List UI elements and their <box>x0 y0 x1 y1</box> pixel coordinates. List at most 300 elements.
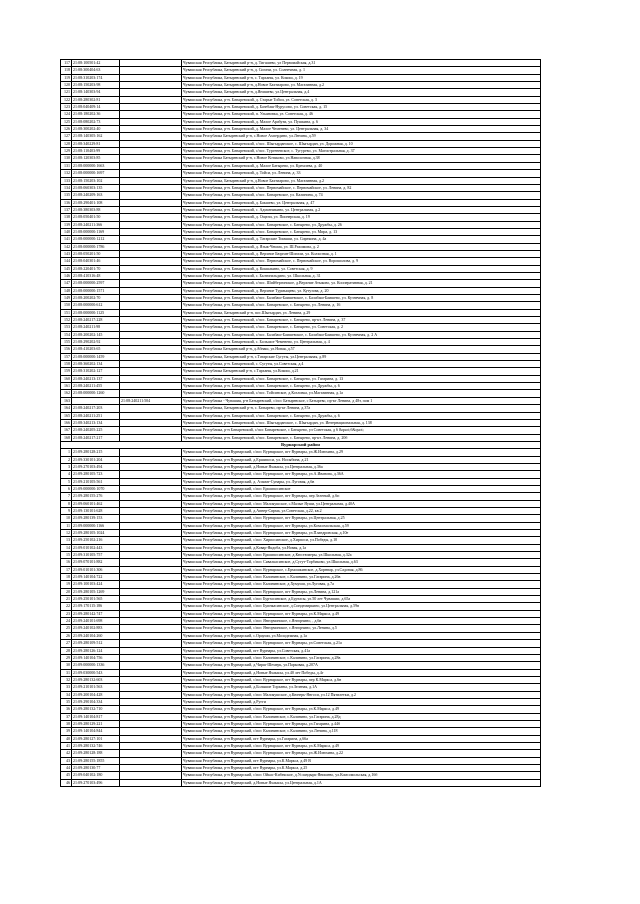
cadastral-number: 21:09:210101:563 <box>72 684 120 691</box>
address-cell: Чувашская Республика, р-н Вурнарский, д.Чирш-Шемерь, ул.Парковая, д.207А <box>182 662 541 669</box>
address-cell: Чувашская Республика, р-н. Батыревский, с/пос. Балабаш-Баишевское, с. Балабаш-Баишево, ул. Кузнечная, д. 8 <box>182 295 541 302</box>
row-number: 16 <box>61 559 72 566</box>
cadastral-number-alt <box>120 155 182 162</box>
cadastral-number-alt <box>120 765 182 772</box>
cadastral-number: 21:08:240211:251 <box>72 412 120 419</box>
cadastral-number: 21:08:100501:42 <box>72 60 120 67</box>
row-number: 160 <box>61 375 72 382</box>
row-number: 17 <box>61 566 72 573</box>
property-table <box>60 59 541 787</box>
row-number: 44 <box>61 765 72 772</box>
row-number: 148 <box>61 287 72 294</box>
address-cell: Чувашская Республика, р-н. Батыревский, с/пос. Шийбергинское, д.Верхние Атыково, ул. Кооперативная, д. 21 <box>182 280 541 287</box>
table-row <box>61 654 541 661</box>
address-cell: Чувашская Республика Батыревский р-н, д.Абнаш, ул.Новая, д.57 <box>182 346 541 353</box>
address-cell: Чувашская Республика, р-н Вурнарский, с/пос Вурнарское, пгт Вурнары, ул.А.Иванова, д.36А <box>182 471 541 478</box>
table-row <box>61 118 541 125</box>
cadastral-number-alt <box>120 133 182 140</box>
table-row <box>61 684 541 691</box>
cadastral-number: 21:09:000000:1070 <box>72 485 120 492</box>
row-number: 27 <box>61 640 72 647</box>
address-cell: Чувашская Республика, р-н. Батыревский, с/пос. Батыревское, с. Батырево, ул. Дружбы, д. 26 <box>182 221 541 228</box>
cadastral-number-alt <box>120 302 182 309</box>
row-number: 28 <box>61 647 72 654</box>
row-number: 154 <box>61 331 72 338</box>
cadastral-number: 21:08:000000:1169 <box>72 228 120 235</box>
row-number: 167 <box>61 427 72 434</box>
address-cell: Чувашская Республика, р-н. Батыревский, п. Ульяновка, ул. Советская, д. 46 <box>182 111 541 118</box>
row-number: 31 <box>61 669 72 676</box>
table-row <box>61 236 541 243</box>
cadastral-number: 21:09:280155:1855 <box>72 757 120 764</box>
cadastral-number: 21:09:280105:723 <box>72 471 120 478</box>
table-row <box>61 647 541 654</box>
row-number: 26 <box>61 632 72 639</box>
table-row <box>61 324 541 331</box>
cadastral-number-alt <box>120 339 182 346</box>
cadastral-number: 21:08:060303:135 <box>72 184 120 191</box>
table-row <box>61 618 541 625</box>
table-row <box>61 375 541 382</box>
address-cell: Чувашская Республика, р-н Вурнарский, с/пос Вурнарское, пгт Вурнары, ул.Ж.Илюхина, д.22 <box>182 750 541 757</box>
row-number: 45 <box>61 772 72 779</box>
cadastral-number: 21:08:040409:14 <box>72 104 120 111</box>
address-cell: Чувашская Республика, р-н Вурнарский, с/пос Вурнарское, пгт Вурнары, ул.Ленина, д.121а <box>182 588 541 595</box>
row-number: 32 <box>61 676 72 683</box>
cadastral-number: 21:08:280302:81 <box>72 96 120 103</box>
cadastral-number-alt <box>120 60 182 67</box>
cadastral-number: 21:08:240217:228 <box>72 317 120 324</box>
cadastral-number-alt <box>120 463 182 470</box>
address-cell: Чувашская Республика, р-н Вурнарский, д.Новые Яхакасы, ул.40 лет Победы, д.4г <box>182 669 541 676</box>
cadastral-number: 21:09:310105:757 <box>72 552 120 559</box>
table-row <box>61 750 541 757</box>
cadastral-number-alt <box>120 214 182 221</box>
table-row <box>61 691 541 698</box>
cadastral-number-alt <box>120 236 182 243</box>
cadastral-number: 21:09:270103:496 <box>72 779 120 786</box>
cadastral-number: 21:08:080202:73 <box>72 118 120 125</box>
cadastral-number: 21:09:280139:153 <box>72 515 120 522</box>
cadastral-number: 21:08:290202:92 <box>72 339 120 346</box>
row-number: 40 <box>61 735 72 742</box>
table-row <box>61 361 541 368</box>
cadastral-number-alt <box>120 405 182 412</box>
cadastral-number-alt <box>120 265 182 272</box>
address-cell: Чувашская Республика, Батыревский р-н, с.Татарские Сугуты, ул.Центральная, д.89 <box>182 353 541 360</box>
cadastral-number-alt <box>120 96 182 103</box>
table-row <box>61 170 541 177</box>
row-number: 39 <box>61 728 72 735</box>
row-number: 155 <box>61 339 72 346</box>
row-number: 133 <box>61 177 72 184</box>
cadastral-number: 21:08:240211:455 <box>72 383 120 390</box>
table-row <box>61 603 541 610</box>
row-number: 25 <box>61 625 72 632</box>
cadastral-number-alt <box>120 757 182 764</box>
cadastral-number-alt <box>120 662 182 669</box>
row-number: 13 <box>61 537 72 544</box>
cadastral-number: 21:09:240102:883 <box>72 625 120 632</box>
cadastral-number-alt <box>120 272 182 279</box>
address-cell: Чувашская Республика, р-н Вурнарский, с/пос Малояушское, с.Малые Яуши, ул.Центральная, д.40А <box>182 500 541 507</box>
address-cell: Чувашская Республика, р-н. Батыревский, с. Большое Чеменево, ул. Центральная, д. 4 <box>182 339 541 346</box>
row-number: 38 <box>61 720 72 727</box>
cadastral-number-alt: 21:08:240211:504 <box>120 397 182 404</box>
address-cell: Чувашская Республика, р-н Вурнарский, пгт Вурнары, ул.Советская, д.41а <box>182 647 541 654</box>
cadastral-number: 21:09:280127:101 <box>72 735 120 742</box>
cadastral-number: 21:09:290104:334 <box>72 698 120 705</box>
cadastral-number-alt <box>120 383 182 390</box>
address-cell: Чувашская Республика, р-н Вурнарский, с/пос Вурнарское, пгт Вурнары, пер Зеленый, д.6п <box>182 493 541 500</box>
row-number: 37 <box>61 713 72 720</box>
cadastral-number: 21:08:410203:65 <box>72 346 120 353</box>
address-cell: Чувашская Республика, Батыревский р-н, пос.Шыгырдан, ул. Ленина, д.29 <box>182 309 541 316</box>
table-row <box>61 199 541 206</box>
cadastral-number-alt <box>120 456 182 463</box>
cadastral-number-alt <box>120 507 182 514</box>
cadastral-number-alt <box>120 324 182 331</box>
address-cell: Чувашская Республика, р-н Вурнарский, с/пос Вурнарское, пгт Вурнары, ул.Советская, д.21а <box>182 640 541 647</box>
cadastral-number: 21:08:000000:1663 <box>72 162 120 169</box>
table-row <box>61 140 541 147</box>
row-number: 117 <box>61 60 72 67</box>
cadastral-number-alt <box>120 111 182 118</box>
table-row <box>61 104 541 111</box>
cadastral-number: 21:09:280132:603 <box>72 676 120 683</box>
address-cell: Чувашская Республика, р-н. Батыревский, с/пос. Батыревское, ул. Калинина, д. 74 <box>182 192 541 199</box>
cadastral-number: 21:09:210105:561 <box>72 478 120 485</box>
table-row <box>61 449 541 456</box>
table-row <box>61 317 541 324</box>
cadastral-number-alt <box>120 596 182 603</box>
table-row <box>61 353 541 360</box>
table-row <box>61 221 541 228</box>
cadastral-number-alt <box>120 537 182 544</box>
address-cell: Чувашская Республика - Чувашия, р-н Батыревский, с/пос Батыревское, с Батырево, пр-кт Ленина, д 48т, пом 1 <box>182 397 541 404</box>
cadastral-number-alt <box>120 419 182 426</box>
table-row <box>61 74 541 81</box>
cadastral-number-alt <box>120 515 182 522</box>
address-cell: Чувашская Республика, р-н. Батыревский, с/пос. Батыревское, с. Батырево, пр-кт. Ленина, д. 37 <box>182 317 541 324</box>
cadastral-number: 21:08:240211:366 <box>72 221 120 228</box>
address-cell: Чувашская Республика, Батыревский р-н, д.Новое Бахтиарово, ул. Магазинная, д.2 <box>182 177 541 184</box>
address-cell: Чувашская Республика, р-н Вурнарский, д.Ругги <box>182 698 541 705</box>
address-cell: Чувашская Республика, р-н Вурнарский, с/пос Калининское, с.Калинино, ул.Гагарина, д.28д <box>182 713 541 720</box>
address-cell: Чувашская Республика, р-н Вурнарский, с/пос Вурнарское, пгт Вурнары, ул.Ж.Илюхина, д.29 <box>182 449 541 456</box>
cadastral-number: 21:09:280109:512 <box>72 640 120 647</box>
cadastral-number-alt <box>120 625 182 632</box>
cadastral-number: 21:09:170115:186 <box>72 603 120 610</box>
row-number: 43 <box>61 757 72 764</box>
row-number: 15 <box>61 552 72 559</box>
row-number: 135 <box>61 192 72 199</box>
table-row <box>61 390 541 397</box>
address-cell: Чувашская Республика, р-н Вурнарский, д.Новые Яхакасы, ул.Центральная, д.36а <box>182 463 541 470</box>
row-number: 136 <box>61 199 72 206</box>
address-cell: Чувашская Республика, Батыревский р-н, д.Новое Бахтиарово, ул. Магазинная, д.2 <box>182 82 541 89</box>
cadastral-number-alt <box>120 295 182 302</box>
row-number: 127 <box>61 133 72 140</box>
cadastral-number-alt <box>120 353 182 360</box>
cadastral-number: 21:08:290401:108 <box>72 199 120 206</box>
cadastral-number-alt <box>120 192 182 199</box>
cadastral-number-alt <box>120 427 182 434</box>
cadastral-number: 21:09:040102:180 <box>72 772 120 779</box>
cadastral-number-alt <box>120 728 182 735</box>
cadastral-number-alt <box>120 390 182 397</box>
address-cell: Чувашская Республика, р-н. Батыревский, с. Сугуты, ул.Советская, д.4 <box>182 361 541 368</box>
table-row <box>61 339 541 346</box>
row-number: 129 <box>61 148 72 155</box>
cadastral-number-alt <box>120 581 182 588</box>
cadastral-number: 21:08:000000:1459 <box>72 353 120 360</box>
table-row <box>61 272 541 279</box>
table-body-bottom <box>61 449 541 787</box>
table-row <box>61 427 541 434</box>
cadastral-number: 21:08:000000:1786 <box>72 243 120 250</box>
cadastral-number-alt <box>120 772 182 779</box>
address-cell: Чувашская Республика, р-н. Батыревский, с/пос. Батыревское, с. Батырево, ул. Мира, д. 13 <box>182 228 541 235</box>
cadastral-number: 21:08:310203:174 <box>72 74 120 81</box>
cadastral-number-alt <box>120 713 182 720</box>
table-row <box>61 133 541 140</box>
row-number: 163 <box>61 397 72 404</box>
table-row <box>61 192 541 199</box>
cadastral-number-alt <box>120 691 182 698</box>
cadastral-number: 21:08:050201:50 <box>72 250 120 257</box>
row-number: 165 <box>61 412 72 419</box>
row-number: 132 <box>61 170 72 177</box>
table-row <box>61 265 541 272</box>
row-number: 20 <box>61 588 72 595</box>
cadastral-number: 21:08:120303:85 <box>72 155 120 162</box>
address-cell: Чувашская Республика, р-н. Батыревский, д. Татарские Тимяши, ул. Сирекина, д. 4а <box>182 236 541 243</box>
address-cell: Чувашская Республика, р-н. Батыревский, д. Ощели, ул. Пионерская, д. 19 <box>182 214 541 221</box>
address-cell: Чувашская Республика, р-н Вурнарский, д.Новые Яхакасы, ул.Центральная, д.1А <box>182 779 541 786</box>
cadastral-number-alt <box>120 742 182 749</box>
address-cell: Чувашская Республика, р-н. Батыревский, д. Базебаш-Нурусово, ул. Советская, д. 15 <box>182 104 541 111</box>
cadastral-number: 21:08:380303:88 <box>72 206 120 213</box>
cadastral-number: 21:09:280142:747 <box>72 610 120 617</box>
address-cell: Чувашская Республика, р-н Вурнарский, с/пос Вурнарское, пгт Вурнары, ул.К.Маркса, д.49 <box>182 706 541 713</box>
cadastral-number-alt <box>120 412 182 419</box>
cadastral-number: 21:09:280128:188 <box>72 750 120 757</box>
cadastral-number-alt <box>120 170 182 177</box>
cadastral-number-alt <box>120 177 182 184</box>
address-cell: Чувашская Республика, р-н Вурнарский, с/пос Сявалкасинское, д.Сугут-Торбиково, ул.Школьная, д.63 <box>182 559 541 566</box>
cadastral-number-alt <box>120 258 182 265</box>
cadastral-number: 21:08:000000:1571 <box>72 287 120 294</box>
row-number: 24 <box>61 618 72 625</box>
cadastral-number-alt <box>120 530 182 537</box>
cadastral-number: 21:09:280105:1269 <box>72 588 120 595</box>
cadastral-number: 21:08:300202:40 <box>72 126 120 133</box>
cadastral-number-alt <box>120 618 182 625</box>
cadastral-number: 21:08:220401:70 <box>72 265 120 272</box>
cadastral-number: 21:08:240205:225 <box>72 427 120 434</box>
address-cell: Чувашская Республика, р-н Вурнарский, с.Орауши, ул.Молодежная, д.1а <box>182 632 541 639</box>
cadastral-number-alt <box>120 640 182 647</box>
table-row <box>61 500 541 507</box>
cadastral-number-alt <box>120 603 182 610</box>
row-number: 6 <box>61 485 72 492</box>
row-number: 12 <box>61 530 72 537</box>
cadastral-number: 21:09:280129:221 <box>72 720 120 727</box>
address-cell: Чувашская Республика, р-н Вурнарский, д.Ершипоси, ул. Носыбина, д.21 <box>182 456 541 463</box>
address-cell: Чувашская Республика, р-н. Батыревский, с/пос. Батыревское, с. Батырево, ул. Дружбы, д. 6 <box>182 383 541 390</box>
row-number: 126 <box>61 126 72 133</box>
cadastral-number: 21:08:110403:99 <box>72 148 120 155</box>
cadastral-number-alt <box>120 574 182 581</box>
row-number: 46 <box>61 779 72 786</box>
row-number: 10 <box>61 515 72 522</box>
address-cell: Чувашская Республика, Батыревский р-н, д. Сигачи, ул. Солнечная, д. 1 <box>182 67 541 74</box>
cadastral-number-alt <box>120 500 182 507</box>
cadastral-number: 21:09:140104:844 <box>72 728 120 735</box>
cadastral-number-alt <box>120 720 182 727</box>
row-number: 14 <box>61 544 72 551</box>
address-cell: Чувашская Республика, р-н Вурнарский, с/пос Вурнарское, пгт Вурнары, ул.Пландровская, д.10е <box>182 530 541 537</box>
cadastral-number-alt <box>120 544 182 551</box>
table-row <box>61 706 541 713</box>
address-cell: Чувашская Республика, р-н Вурнарский, с/пос Буртасинское, д.Буртасы, ул.50 лет Чувашии, д.65а <box>182 596 541 603</box>
table-row <box>61 713 541 720</box>
address-cell: Чувашская Республика, р-н Вурнарский, пгт Вурнары, ул.Гагарина, д.66а <box>182 735 541 742</box>
address-cell: Чувашская Республика, р-н Вурнарский, д.Большие Торханы, ул.Зеленая, д.1А <box>182 684 541 691</box>
table-row <box>61 346 541 353</box>
table-row <box>61 309 541 316</box>
cadastral-number: 21:08:180202:36 <box>72 111 120 118</box>
cadastral-number-alt <box>120 434 182 441</box>
cadastral-number: 21:09:070101:882 <box>72 559 120 566</box>
cadastral-number-alt <box>120 162 182 169</box>
row-number: 145 <box>61 265 72 272</box>
table-row <box>61 581 541 588</box>
cadastral-number: 21:08:240217:217 <box>72 434 120 441</box>
row-number: 36 <box>61 706 72 713</box>
row-number: 8 <box>61 500 72 507</box>
cadastral-number: 21:09:280105:1024 <box>72 530 120 537</box>
row-number: 123 <box>61 104 72 111</box>
table-row <box>61 177 541 184</box>
row-number: 41 <box>61 742 72 749</box>
table-row <box>61 537 541 544</box>
cadastral-number-alt <box>120 148 182 155</box>
row-number: 137 <box>61 206 72 213</box>
cadastral-number-alt <box>120 375 182 382</box>
address-cell: Чувашская Республика, р-н Вурнарский, с/пос Вурнарское, пгт Вурнары, ул.Комсомольская, д.59 <box>182 522 541 529</box>
address-cell: Чувашская Республика, р-н. Батыревский, с/пос. Батыревское, с. Батырево, ул. Гагарина, д. 13 <box>182 375 541 382</box>
row-number: 144 <box>61 258 72 265</box>
cadastral-number-alt <box>120 126 182 133</box>
table-row <box>61 493 541 500</box>
cadastral-number-alt <box>120 698 182 705</box>
address-cell: Чувашская Республика, р-н Вурнарский, д.Ковар-Якдоба, ул.Новая, д.1а <box>182 544 541 551</box>
table-row <box>61 471 541 478</box>
row-number: 164 <box>61 405 72 412</box>
table-row <box>61 155 541 162</box>
cadastral-number-alt <box>120 331 182 338</box>
cadastral-number-alt <box>120 206 182 213</box>
cadastral-number: 21:09:000000:1336 <box>72 662 120 669</box>
address-cell: Чувашская Республика, Батыревский р-н, д.Янишево, ул.Центральная, д.4 <box>182 89 541 96</box>
cadastral-number: 21:08:000000:2597 <box>72 280 120 287</box>
table-row <box>61 368 541 375</box>
table-row <box>61 728 541 735</box>
row-number: 157 <box>61 353 72 360</box>
address-cell: Чувашская Республика, р-н Вурнарский, с/пос Вурнарское, с.Ермошкинское, д.Хорнвар, ул.Садовая, д.86 <box>182 566 541 573</box>
table-row <box>61 610 541 617</box>
address-cell: Чувашская Республика, р-н. Батыревский, с/пос. Балабаш-Баишевское, с. Балабаш-Баишево, ул. Кузнечная, д. 2 А <box>182 331 541 338</box>
address-cell: Чувашская Республика Батыревский р-н, с.Тарханы, ул.Кокиш, д.21 <box>182 368 541 375</box>
table-row <box>61 162 541 169</box>
table-row <box>61 530 541 537</box>
table-row <box>61 111 541 118</box>
cadastral-number: 21:09:240101:698 <box>72 618 120 625</box>
address-cell: Чувашская Республика, р-н. Батыревский, с/пос. Батыревское, с. Батырево, ул. Советская, д. 2 <box>182 324 541 331</box>
row-number: 34 <box>61 691 72 698</box>
row-number: 156 <box>61 346 72 353</box>
cadastral-number-alt <box>120 140 182 147</box>
address-cell: Чувашская Республика, р-н. Батыревский, с/пос. Шыгырданское, с. Шыгырдан, ул. Интернациональная, д. 138 <box>182 419 541 426</box>
table-row <box>61 126 541 133</box>
row-number: 3 <box>61 463 72 470</box>
table-row <box>61 383 541 390</box>
row-number: 150 <box>61 302 72 309</box>
cadastral-number-alt <box>120 735 182 742</box>
address-cell: Чувашская Республика, р-н. Батыревский, с/пос. Тойсинское, д.Козловка, ул.Магазинная, д.1а <box>182 390 541 397</box>
row-number: 35 <box>61 698 72 705</box>
row-number: 7 <box>61 493 72 500</box>
cadastral-number: 21:09:010102:443 <box>72 544 120 551</box>
row-number: 4 <box>61 471 72 478</box>
address-cell: Чувашская Республика, р-н. Батыревский, д. Малое Чеменево, ул. Центральная, д. 34 <box>182 126 541 133</box>
table-row <box>61 243 541 250</box>
table-row <box>61 742 541 749</box>
row-number: 120 <box>61 82 72 89</box>
address-cell: Чувашская Республика, р-н Вурнарский, д. Азамат-Сунары, ул. Луговая, д.6в <box>182 478 541 485</box>
address-cell: Чувашская Республика, р-н. Батыревский, с. Балтигильдино, ул. Школьная, д. 31 <box>182 272 541 279</box>
address-cell: Чувашская Республика, р-н. Батыревский, с/пос. Батыревское, с. Батырево, ул. Дружбы, д. 6 <box>182 412 541 419</box>
cadastral-number-alt <box>120 309 182 316</box>
table-row <box>61 82 541 89</box>
cadastral-number: 21:08:000000:1697 <box>72 170 120 177</box>
cadastral-number: 21:08:150203:98 <box>72 82 120 89</box>
cadastral-number: 21:08:200202:70 <box>72 295 120 302</box>
cadastral-number-alt <box>120 485 182 492</box>
cadastral-number-alt <box>120 243 182 250</box>
cadastral-number-alt <box>120 647 182 654</box>
address-cell: Чувашская Республика, р-н Вурнарский, с/пос Янгорчинское, с.Янгорчино, ул.Ленина, д.5 <box>182 625 541 632</box>
cadastral-number: 21:09:130101:628 <box>72 507 120 514</box>
row-number: 166 <box>61 419 72 426</box>
cadastral-number-alt <box>120 522 182 529</box>
cadastral-number-alt <box>120 228 182 235</box>
row-number: 158 <box>61 361 72 368</box>
cadastral-number: 21:09:280130:77 <box>72 765 120 772</box>
cadastral-number-alt <box>120 361 182 368</box>
table-row <box>61 295 541 302</box>
table-row <box>61 757 541 764</box>
cadastral-number-alt <box>120 750 182 757</box>
address-cell: Чувашская Республика, Батыревский р-н, с. Батырево, пр-кт Ленина, д.37а <box>182 405 541 412</box>
address-cell: Чувашская Республика, р-н Вурнарский, д.Апнер-Сирма, ул.Советская, д.22, кв.2 <box>182 507 541 514</box>
table-row <box>61 228 541 235</box>
address-cell: Чувашская Республика, р-н Вурнарский, пгт Вурнары, ул.К.Маркса, д.49 В <box>182 757 541 764</box>
table-row <box>61 184 541 191</box>
cadastral-number: 21:08:200202:145 <box>72 331 120 338</box>
